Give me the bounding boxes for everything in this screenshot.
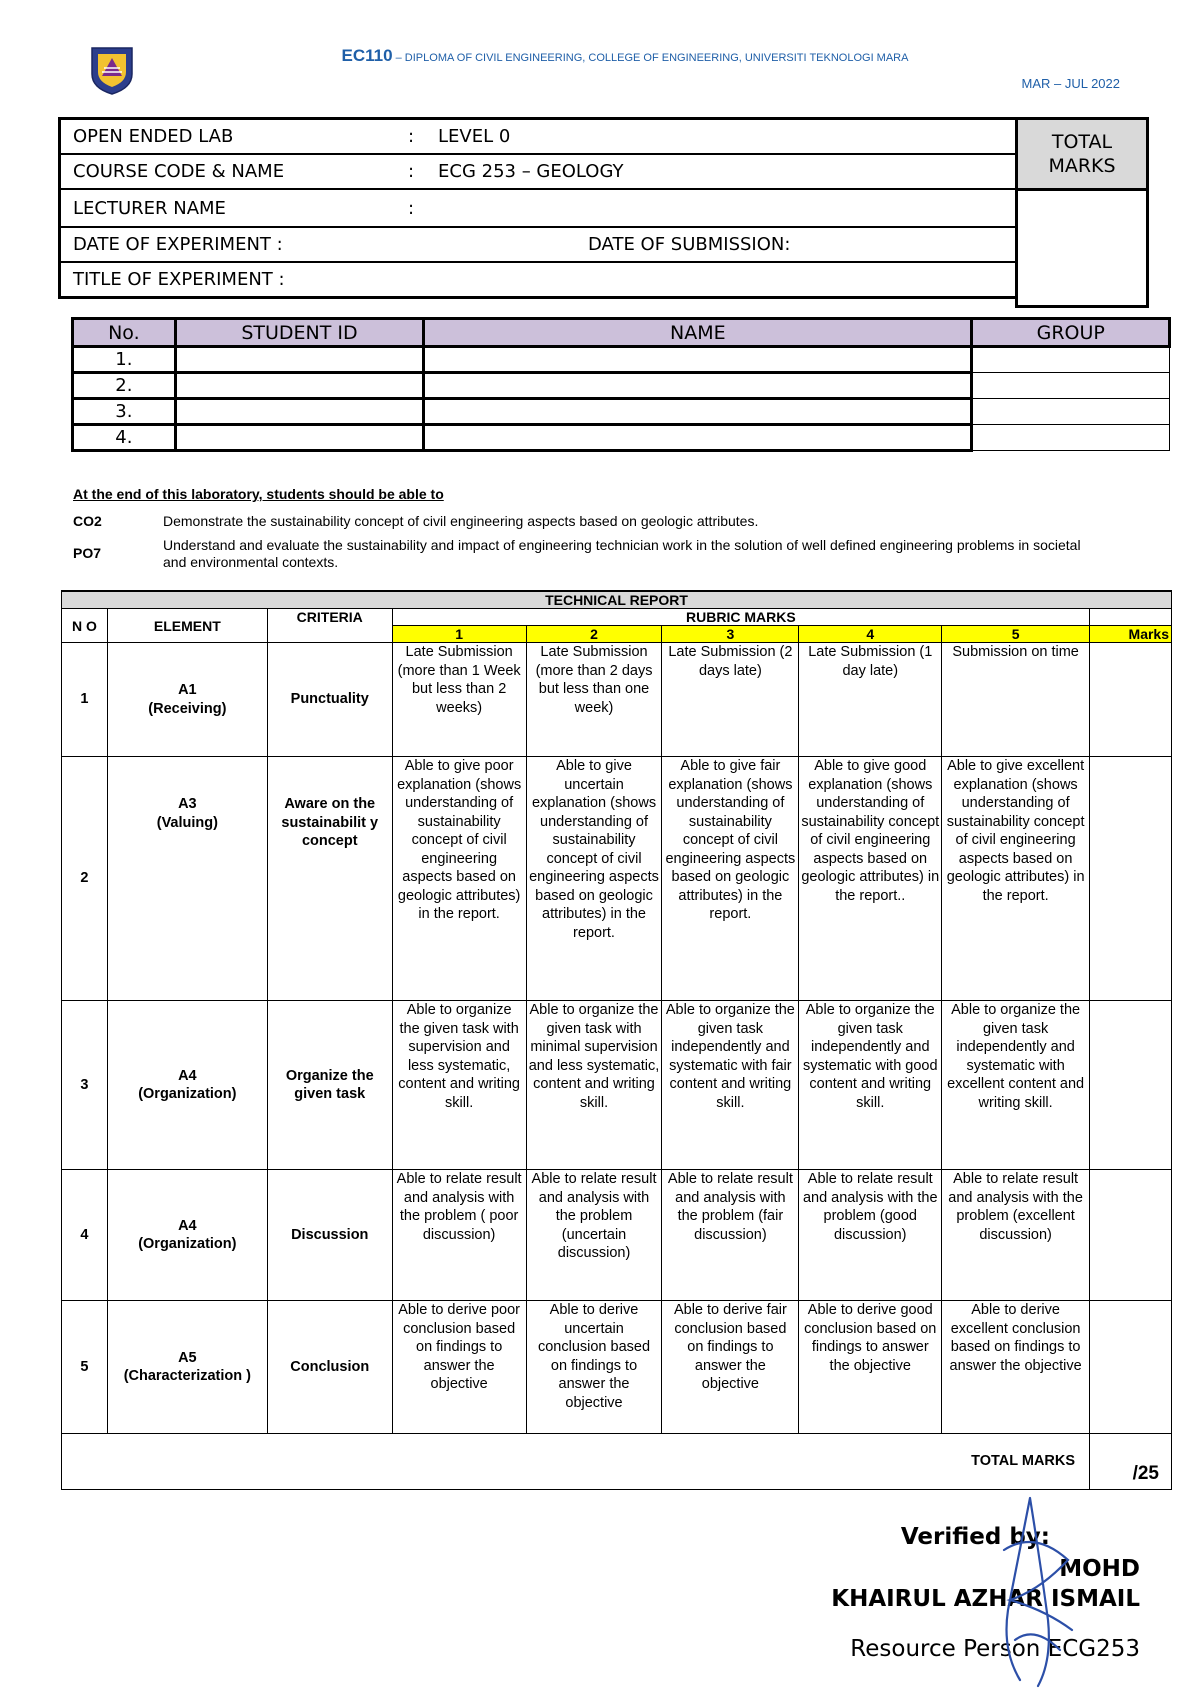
- total-marks-label: TOTAL MARKS: [62, 1434, 1090, 1490]
- rubric-cell: Able to give excellent explanation (shows understanding of sustainability concept of civil engineering aspects based on geologic attributes) in the report.: [942, 757, 1090, 1001]
- header-criteria: CRITERIA: [267, 609, 392, 643]
- rubric-cell: Able to derive fair conclusion based on findings to answer the objective: [662, 1301, 799, 1434]
- verifier-name-line1: MOHD: [1059, 1556, 1140, 1582]
- marks-cell[interactable]: [1090, 757, 1172, 1001]
- marks-cell[interactable]: [1090, 1301, 1172, 1434]
- verifier-name-line2: KHAIRUL AZHAR ISMAIL: [831, 1586, 1140, 1612]
- rubric-cell: Able to give fair explanation (shows understanding of sustainability concept of civil engineering aspects based on geologic attributes) in the report.: [662, 757, 799, 1001]
- element-code: A4: [178, 1067, 197, 1084]
- group-cell[interactable]: [972, 425, 1170, 451]
- criteria-cell: Punctuality: [267, 643, 392, 757]
- document-header: [200, 46, 1050, 66]
- rubric-cell: Able to relate result and analysis with the problem ( poor discussion): [392, 1170, 526, 1301]
- marks-header: Marks: [1090, 626, 1172, 643]
- verifier-role: Resource Person ECG253: [850, 1636, 1140, 1662]
- info-row-dates: [61, 228, 1015, 263]
- row-number: 4: [62, 1170, 108, 1301]
- info-row-title: [61, 263, 1015, 296]
- semester-label: MAR – JUL 2022: [1021, 76, 1120, 91]
- table-row: [73, 425, 1170, 451]
- rubric-cell: Able to derive excellent conclusion based on findings to answer the objective: [942, 1301, 1090, 1434]
- criteria-cell: Aware on the sustainabilit y concept: [267, 757, 392, 1001]
- table-row: [62, 1001, 1172, 1170]
- info-colon: :: [408, 161, 415, 182]
- header-subtitle: – DIPLOMA OF CIVIL ENGINEERING, COLLEGE OF ENGINEERING, UNIVERSITI TEKNOLOGI MARA: [392, 52, 909, 64]
- marks-cell[interactable]: [1090, 1001, 1172, 1170]
- element-cell: [107, 1301, 267, 1434]
- outcome-po7: [73, 537, 1103, 571]
- total-row: [62, 1434, 1172, 1490]
- marks-cell[interactable]: [1090, 643, 1172, 757]
- date-submission-label: DATE OF SUBMISSION:: [588, 234, 791, 255]
- row-number: 1.: [73, 347, 176, 373]
- header-code: EC110: [341, 46, 393, 65]
- criteria-cell: Discussion: [267, 1170, 392, 1301]
- row-number: 3.: [73, 399, 176, 425]
- element-code: A5: [178, 1349, 197, 1366]
- rubric-cell: Able to relate result and analysis with the problem (fair discussion): [662, 1170, 799, 1301]
- total-marks-label: TOTAL MARKS: [1018, 120, 1146, 191]
- info-label: LECTURER NAME: [73, 197, 226, 219]
- total-marks-value: /25: [1090, 1434, 1172, 1490]
- row-number: 4.: [73, 425, 176, 451]
- header-element: ELEMENT: [107, 609, 267, 643]
- group-cell[interactable]: [972, 399, 1170, 425]
- row-number: 2.: [73, 373, 176, 399]
- signature-icon: [990, 1490, 1080, 1690]
- info-row-lab: [61, 120, 1015, 155]
- row-number: 5: [62, 1301, 108, 1434]
- element-sub: (Valuing): [156, 814, 218, 831]
- student-id-cell[interactable]: [175, 373, 423, 399]
- element-cell: [107, 1170, 267, 1301]
- header-name: NAME: [424, 319, 972, 347]
- element-sub: (Receiving): [148, 700, 227, 717]
- element-sub: (Organization): [138, 1086, 237, 1102]
- outcomes-heading: At the end of this laboratory, students should be able to: [73, 486, 444, 502]
- outcome-code: PO7: [73, 545, 102, 561]
- table-row: [73, 373, 1170, 399]
- rubric-cell: Able to give good explanation (shows understanding of sustainability concept of civil engineering aspects based on geologic attributes) in the report..: [799, 757, 942, 1001]
- element-cell: [107, 643, 267, 757]
- rubric-cell: Able to derive good conclusion based on findings to answer the objective: [799, 1301, 942, 1434]
- criteria-cell: Organize the given task: [267, 1001, 392, 1170]
- student-table: [71, 317, 1171, 452]
- uitm-logo-icon: [88, 44, 136, 96]
- rubric-cell: Late Submission (more than 1 Week but less than 2 weeks): [392, 643, 526, 757]
- student-name-cell[interactable]: [424, 373, 972, 399]
- rubric-cell: Late Submission (more than 2 days but less than one week): [526, 643, 662, 757]
- group-cell[interactable]: [972, 373, 1170, 399]
- table-row: [62, 757, 1172, 1001]
- student-id-cell[interactable]: [175, 347, 423, 373]
- rubric-cell: Able to relate result and analysis with the problem (uncertain discussion): [526, 1170, 662, 1301]
- rubric-cell: Able to relate result and analysis with the problem (excellent discussion): [942, 1170, 1090, 1301]
- info-colon: :: [408, 197, 415, 219]
- rubric-cell: Late Submission (2 days late): [662, 643, 799, 757]
- info-label: OPEN ENDED LAB: [73, 126, 234, 147]
- rubric-cell: Late Submission (1 day late): [799, 643, 942, 757]
- rubric-cell: Able to organize the given task with supervision and less systematic, content and writing skill.: [392, 1001, 526, 1170]
- outcome-text: Understand and evaluate the sustainability and impact of engineering technician work in the solution of well defined engineering problems in societal and environmental contexts.: [163, 537, 1081, 570]
- title-experiment-label: TITLE OF EXPERIMENT :: [73, 269, 285, 290]
- table-row: [62, 1170, 1172, 1301]
- total-marks-box: [1015, 117, 1149, 308]
- rubric-cell: Able to relate result and analysis with the problem (good discussion): [799, 1170, 942, 1301]
- rubric-cell: Able to give uncertain explanation (shows understanding of sustainability concept of civil engineering aspects based on geologic attributes) in the report.: [526, 757, 662, 1001]
- outcome-code: CO2: [73, 513, 102, 529]
- student-id-cell[interactable]: [175, 425, 423, 451]
- element-sub: (Characterization ): [123, 1368, 251, 1384]
- header-group: GROUP: [972, 319, 1170, 347]
- score-header: 2: [526, 626, 662, 643]
- header-no: N O: [62, 609, 108, 643]
- rubric-cell: Submission on time: [942, 643, 1090, 757]
- info-value: LEVEL 0: [438, 126, 511, 147]
- row-number: 1: [62, 643, 108, 757]
- score-header: 3: [662, 626, 799, 643]
- header-no: No.: [73, 319, 176, 347]
- info-label: COURSE CODE & NAME: [73, 161, 285, 182]
- rubric-cell: Able to derive poor conclusion based on findings to answer the objective: [392, 1301, 526, 1434]
- rubric-cell: Able to derive uncertain conclusion based on findings to answer the objective: [526, 1301, 662, 1434]
- row-number: 2: [62, 757, 108, 1001]
- header-blank: [1090, 609, 1172, 626]
- verifier-name: [831, 1554, 1140, 1614]
- rubric-table: [61, 590, 1172, 1490]
- marks-cell[interactable]: [1090, 1170, 1172, 1301]
- outcome-text: Demonstrate the sustainability concept of civil engineering aspects based on geologic attributes.: [163, 513, 759, 529]
- student-name-cell[interactable]: [424, 425, 972, 451]
- info-colon: :: [408, 126, 415, 147]
- student-table-header: [73, 319, 1170, 347]
- element-cell: [107, 1001, 267, 1170]
- rubric-title: TECHNICAL REPORT: [62, 591, 1172, 609]
- group-cell[interactable]: [972, 347, 1170, 373]
- student-id-cell[interactable]: [175, 399, 423, 425]
- element-code: A4: [178, 1217, 197, 1234]
- outcome-co2: [73, 513, 1103, 530]
- score-header: 4: [799, 626, 942, 643]
- score-header: 5: [942, 626, 1090, 643]
- rubric-title-row: [62, 591, 1172, 609]
- header-rubric-marks: RUBRIC MARKS: [392, 609, 1089, 626]
- header-student-id: STUDENT ID: [175, 319, 423, 347]
- table-row: [62, 643, 1172, 757]
- score-header: 1: [392, 626, 526, 643]
- table-row: [73, 347, 1170, 373]
- table-row: [73, 399, 1170, 425]
- row-number: 3: [62, 1001, 108, 1170]
- lab-info-box: [58, 117, 1018, 299]
- criteria-cell: Conclusion: [267, 1301, 392, 1434]
- info-row-lecturer: [61, 190, 1015, 228]
- rubric-cell: Able to give poor explanation (shows understanding of sustainability concept of civil engineering aspects based on geologic attributes) in the report.: [392, 757, 526, 1001]
- rubric-header-row: [62, 609, 1172, 626]
- rubric-cell: Able to organize the given task independently and systematic with excellent content and writing skill.: [942, 1001, 1090, 1170]
- element-cell: [107, 757, 267, 1001]
- element-code: A3: [178, 796, 197, 812]
- element-code: A1: [178, 682, 197, 698]
- rubric-cell: Able to organize the given task independently and systematic with good content and writing skill.: [799, 1001, 942, 1170]
- table-row: [62, 1301, 1172, 1434]
- student-name-cell[interactable]: [424, 347, 972, 373]
- element-sub: (Organization): [138, 1236, 237, 1252]
- rubric-cell: Able to organize the given task with minimal supervision and less systematic, content and writing skill.: [526, 1001, 662, 1170]
- verified-by-label: Verified by:: [900, 1524, 1050, 1550]
- date-experiment-label: DATE OF EXPERIMENT :: [73, 234, 283, 255]
- rubric-cell: Able to organize the given task independently and systematic with fair content and writing skill.: [662, 1001, 799, 1170]
- info-row-course: [61, 155, 1015, 190]
- student-name-cell[interactable]: [424, 399, 972, 425]
- info-value: ECG 253 – GEOLOGY: [438, 161, 624, 182]
